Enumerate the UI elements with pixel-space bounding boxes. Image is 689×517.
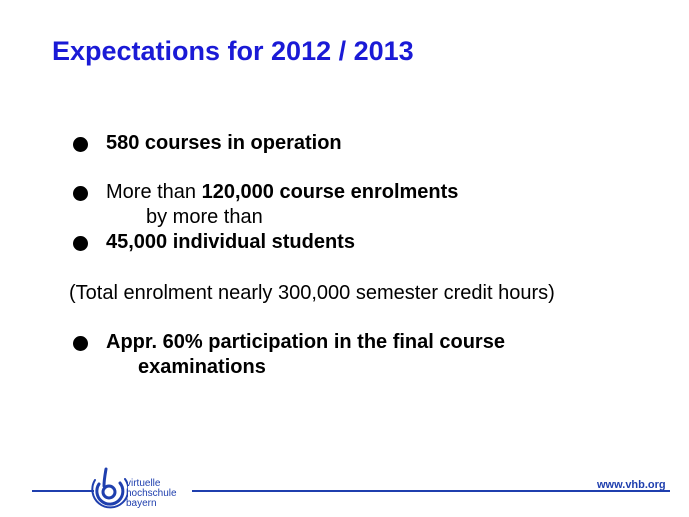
bullet-item-participation: [106, 331, 505, 354]
bullet-item-students: [106, 231, 355, 254]
bullet-icon: [73, 137, 88, 152]
bullet-item-continuation: by more than: [146, 206, 263, 228]
bullet-icon: [73, 236, 88, 251]
bullet-item-text-bold: 120,000 course enrolments: [201, 181, 459, 203]
bullet-item-courses: [106, 132, 342, 155]
vhb-logo-icon: [90, 466, 128, 512]
website-link[interactable]: www.vhb.org: [597, 479, 666, 491]
bullet-item-enrolments: [106, 181, 458, 204]
bullet-item-continuation: [138, 356, 266, 379]
bullet-item-text: Appr. 60% participation in the final course: [106, 331, 505, 353]
slide-title: Expectations for 2012 / 2013: [52, 36, 414, 66]
footer-divider-left: [32, 490, 94, 492]
logo-text-line: bayern: [126, 498, 157, 509]
bullet-item-text: 45,000 individual students: [106, 231, 355, 253]
logo-text-line: virtuelle: [126, 478, 161, 489]
bullet-item-text: 580 courses in operation: [106, 132, 342, 154]
bullet-icon: [73, 186, 88, 201]
bullet-item-text-regular: More than: [106, 181, 202, 203]
note-text: (Total enrolment nearly 300,000 semester credit hours): [69, 282, 555, 304]
logo-text-line: hochschule: [126, 488, 177, 499]
bullet-item-text: examinations: [138, 356, 266, 378]
bullet-icon: [73, 336, 88, 351]
